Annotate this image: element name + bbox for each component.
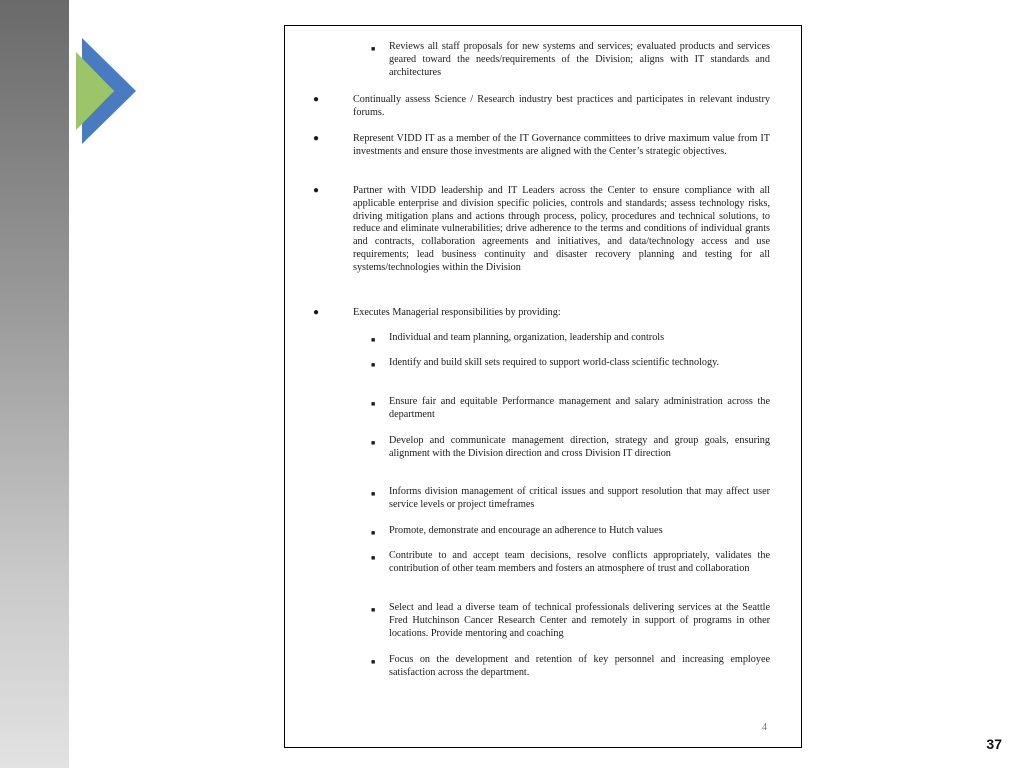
list-item: Individual and team planning, organization, leadership and controls — [389, 332, 665, 343]
list-item: Executes Managerial responsibilities by providing: — [353, 307, 561, 318]
square-bullet-icon: ■ — [371, 658, 376, 666]
square-bullet-icon: ■ — [371, 606, 376, 614]
document-page — [284, 25, 802, 748]
square-bullet-icon: ■ — [371, 529, 376, 537]
square-bullet-icon: ■ — [371, 490, 376, 498]
list-item: Reviews all staff proposals for new systems and services; evaluated products and services geared toward the needs/requirements of the Division; aligns with IT standards and architectures — [389, 41, 770, 78]
round-bullet-icon: ● — [313, 94, 320, 105]
list-item: Continually assess Science / Research industry best practices and participates in relevant industry forums. — [353, 94, 770, 118]
list-item: Contribute to and accept team decisions, resolve conflicts appropriately, validates the contribution of other team members and fosters an atmosphere of trust and collaboration — [389, 550, 770, 574]
round-bullet-icon: ● — [313, 185, 320, 196]
square-bullet-icon: ■ — [371, 45, 376, 53]
list-item: Focus on the development and retention of key personnel and increasing employee satisfaction across the department. — [389, 654, 770, 678]
square-bullet-icon: ■ — [371, 336, 376, 344]
square-bullet-icon: ■ — [371, 439, 376, 447]
list-item: Ensure fair and equitable Performance management and salary administration across the department — [389, 396, 770, 420]
page-number: 4 — [762, 722, 767, 733]
list-item: Partner with VIDD leadership and IT Leaders across the Center to ensure compliance with all applicable enterprise and division specific policies, controls and standards; assess technology risks, driving mitigation plans and actions through process, policy, procedures and technical solutions, to reduce and eliminate vulnerabilities; drive adherence to the terms and conditions of individual grants and contracts, collaboration agreements and initiatives, and data/technology access and use requirements; lead business continuity and disaster recovery planning and testing for all systems/technologies within the Division — [353, 185, 770, 273]
round-bullet-icon: ● — [313, 307, 320, 318]
chevron-right-icon — [74, 38, 138, 144]
list-item: Represent VIDD IT as a member of the IT Governance committees to drive maximum value from IT investments and ensure those investments are aligned with the Center’s strategic objectives. — [353, 133, 770, 157]
square-bullet-icon: ■ — [371, 400, 376, 408]
list-item: Identify and build skill sets required to support world-class scientific technology. — [389, 357, 720, 368]
round-bullet-icon: ● — [313, 133, 320, 144]
list-item: Develop and communicate management direction, strategy and group goals, ensuring alignment with the Division direction and cross Division IT direction — [389, 435, 770, 459]
list-item: Promote, demonstrate and encourage an adherence to Hutch values — [389, 525, 663, 536]
square-bullet-icon: ■ — [371, 554, 376, 562]
left-gradient-band — [0, 0, 69, 768]
list-item: Select and lead a diverse team of technical professionals delivering services at the Seattle Fred Hutchinson Cancer Research Center and remotely in support of programs in other locations. Provide mentoring and coaching — [389, 602, 770, 639]
list-item: Informs division management of critical issues and support resolution that may affect user service levels or project timeframes — [389, 486, 770, 510]
square-bullet-icon: ■ — [371, 361, 376, 369]
slide-number: 37 — [986, 736, 1002, 752]
